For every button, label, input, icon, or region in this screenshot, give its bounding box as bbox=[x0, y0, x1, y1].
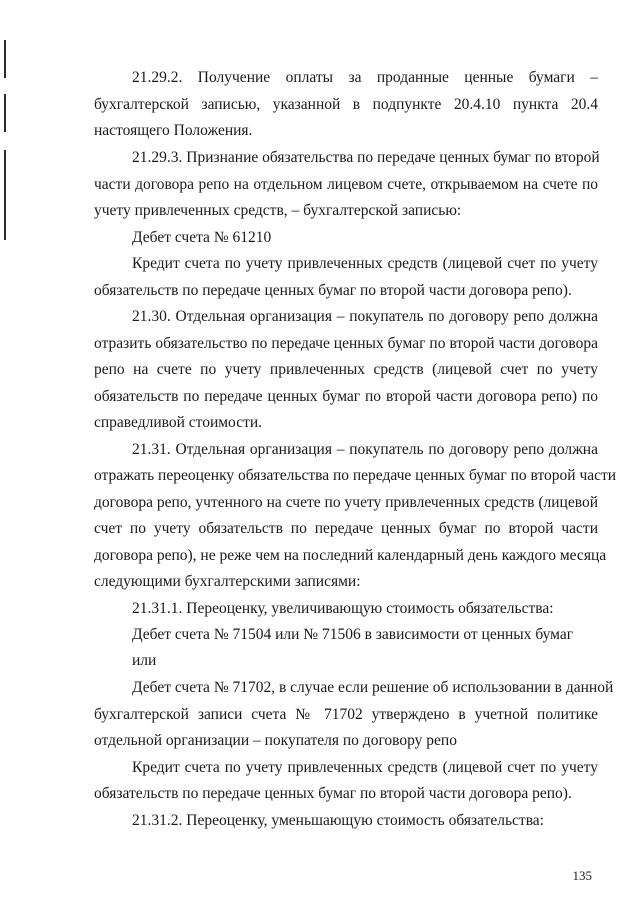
paragraph-21-30-line: 21.30. Отдельная организация – покупатель по договору репо должна bbox=[132, 308, 598, 325]
paragraph-21-31-line: договора репо), не реже чем на последний календарный день каждого месяца bbox=[94, 547, 607, 564]
paragraph-21-31-2: 21.31.2. Переоценку, уменьшающую стоимость обязательства: bbox=[132, 812, 544, 829]
debit-entry: Дебет счета № 71504 или № 71506 в зависимости от ценных бумаг bbox=[132, 626, 574, 643]
paragraph-21-29-3-line: учету привлеченных средств, – бухгалтерской записью: bbox=[94, 202, 462, 219]
paragraph-21-29-2-line: бухгалтерской записью, указанной в подпункте 20.4.10 пункта 20.4 bbox=[94, 96, 598, 113]
paragraph-21-29-3-line: части договора репо на отдельном лицевом счете, открываемом на счете по bbox=[94, 176, 598, 193]
credit-entry-line: Кредит счета по учету привлеченных средств (лицевой счет по учету bbox=[132, 255, 598, 272]
debit-entry-line: отдельной организации – покупателя по договору репо bbox=[94, 732, 457, 749]
or-connector: или bbox=[132, 652, 157, 669]
credit-entry-line: обязательств по передаче ценных бумаг по второй части договора репо). bbox=[94, 785, 572, 802]
paragraph-21-31-line: отражать переоценку обязательства по передаче ценных бумаг по второй части bbox=[94, 467, 617, 484]
paragraph-21-30-line: обязательств по передаче ценных бумаг по второй части договора репо) по bbox=[94, 388, 598, 405]
paragraph-21-29-2-line: настоящего Положения. bbox=[94, 122, 253, 139]
paragraph-21-30-line: справедливой стоимости. bbox=[94, 414, 263, 431]
page-number: 135 bbox=[572, 868, 592, 883]
paragraph-21-30-line: отразить обязательство по передаче ценных бумаг по второй части договора bbox=[94, 335, 598, 352]
debit-entry-line: Дебет счета № 71702, в случае если решение об использовании в данной bbox=[132, 679, 614, 696]
paragraph-21-31-1: 21.31.1. Переоценку, увеличивающую стоимость обязательства: bbox=[132, 600, 554, 617]
paragraph-21-31-line: счет по учету обязательств по передаче ценных бумаг по второй части bbox=[94, 520, 598, 537]
debit-entry-line: бухгалтерской записи счета № 71702 утверждено в учетной политике bbox=[94, 706, 598, 723]
scan-margin-mark bbox=[4, 40, 6, 78]
paragraph-21-31-line: 21.31. Отдельная организация – покупатель по договору репо должна bbox=[132, 441, 598, 458]
paragraph-21-29-3-line: 21.29.3. Признание обязательства по передаче ценных бумаг по второй bbox=[132, 149, 600, 166]
credit-entry-line: Кредит счета по учету привлеченных средств (лицевой счет по учету bbox=[132, 759, 598, 776]
paragraph-21-31-line: следующими бухгалтерскими записями: bbox=[94, 573, 361, 590]
paragraph-21-31-line: договора репо, учтенного на счете по учету привлеченных средств (лицевой bbox=[94, 494, 598, 511]
debit-entry: Дебет счета № 61210 bbox=[132, 229, 272, 246]
credit-entry-line: обязательств по передаче ценных бумаг по второй части договора репо). bbox=[94, 282, 572, 299]
scan-margin-mark bbox=[4, 150, 6, 240]
scan-margin-mark bbox=[4, 94, 6, 132]
paragraph-21-30-line: репо на счете по учету привлеченных средств (лицевой счет по учету bbox=[94, 361, 598, 378]
paragraph-21-29-2-line: 21.29.2. Получение оплаты за проданные ценные бумаги – bbox=[132, 69, 598, 86]
